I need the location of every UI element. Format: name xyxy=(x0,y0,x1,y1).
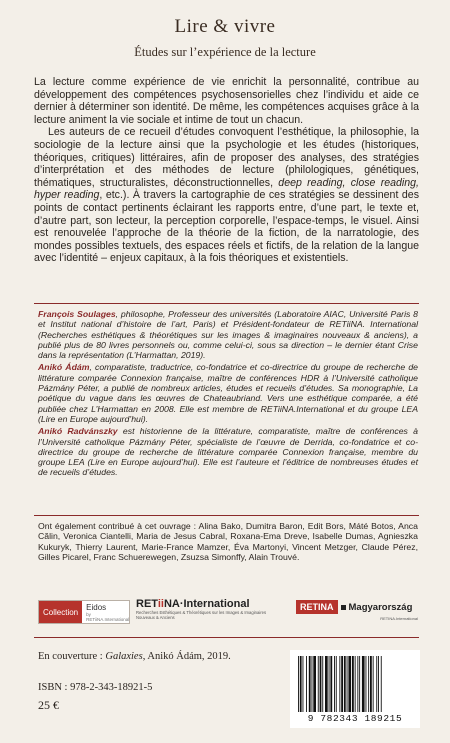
magyar-sub: RETINA.International xyxy=(380,616,418,621)
magyar-tag: RETINA xyxy=(296,600,338,614)
summary-italic-terms: deep reading, close reading, hyper reading xyxy=(34,176,419,202)
barcode-digits: 9 782343 189215 xyxy=(307,713,403,724)
bio-item xyxy=(38,309,418,360)
summary-text xyxy=(34,76,419,265)
collection-sub: by RETiiNA.International xyxy=(86,611,130,622)
divider-top xyxy=(34,303,419,304)
summary-paragraph-2 xyxy=(34,126,419,265)
price: 25 € xyxy=(38,698,59,712)
retina-ii: ii xyxy=(157,598,164,610)
retina-wordmark xyxy=(136,598,286,610)
magyar-text: Magyarország xyxy=(348,601,413,613)
barcode-bars-icon xyxy=(298,656,412,712)
divider-bottom xyxy=(34,637,419,638)
retina-suffix: NA·International xyxy=(163,598,250,610)
bio-name: Anikó Ádám xyxy=(38,362,90,373)
collection-label: Collection xyxy=(39,601,82,623)
bio-name: Anikó Radvánszky xyxy=(38,426,118,437)
contributors-list: Ont également contribué à cet ouvrage : Alina Bako, Dumitra Baron, Edit Bors, Máté Botos, Anca Călin, Veronica Ciantelli, Maria de Jesus Cabral, Roxana-Ema Dreve, Isabelle Dumas, Agnieszka Kukuryk, Thierry Laurent, Marie-France Mamzer, Éva Martonyi, Vincent Metzger, Claude Pérez, Gilles Picarel, Franc Schuerewegen, Zsuzsa Simonffy, Alain Trouvé. xyxy=(38,521,418,562)
cover-credit xyxy=(38,651,231,662)
book-title: Lire & vivre xyxy=(174,16,276,37)
divider-middle xyxy=(34,515,419,516)
retina-international-logo xyxy=(136,598,286,626)
summary-text-part: Les auteurs de ce recueil d’études convoquent l’esthétique, la philosophie, la sociologie de la lecture ainsi que la psychologie et les études (historiques, théoriques, critiques) littéraires, afin de proposer des analyses, des stratégies d’interprétation et des méthodes de lecture (philologiques, génétiques, thématiques, structuralistes, déconstructionnelles, xyxy=(34,126,419,189)
retina-prefix: RET xyxy=(136,598,158,610)
book-subtitle: Études sur l’expérience de la lecture xyxy=(134,45,316,59)
collection-name-block xyxy=(82,601,129,623)
bio-text: , comparatiste, traductrice, co-fondatrice et co-directrice du groupe de recherche de littérature comparée Connexion française, maître de conférences HDR à l’Université catholique Pázmány Péter, a publié de nombreux articles, études et recueils d’études. Sa monographie, La poétique du vague dans les œuvres de Chateaubriand. Vers une esthétique comparée, a été publiée chez L’Harmattan en 2008. Elle est membre de RETiiNA.International et du groupe LEA (Lire en Europe aujourd’hui). xyxy=(38,362,418,424)
bio-item xyxy=(38,426,418,477)
cover-suffix: , Anikó Ádám, 2019. xyxy=(142,651,231,662)
magyar-dot-icon xyxy=(341,605,346,610)
cover-title: Galaxies xyxy=(105,651,143,662)
retina-magyarorszag-logo xyxy=(296,600,418,624)
barcode xyxy=(290,650,420,728)
author-bios xyxy=(38,309,418,480)
bio-text: , philosophe, Professeur des universités (Laboratoire AIAC, Université Paris 8 et Institut national d’histoire de l’art, Paris) et Président-fondateur de RETiiNA. International (Recherches esthétiques & théorétiques sur les images & imaginaires nouveaux & anciens), a publié plus de 80 livres personnels ou, comme celui-ci, sous sa direction – le dernier étant Crise dans la représentation (L’Harmattan, 2019). xyxy=(38,309,418,361)
bio-item xyxy=(38,362,418,424)
bio-text: est historienne de la littérature, comparatiste, maître de conférences à l’Université catholique Pázmány Péter, spécialiste de l’œuvre de Derrida, co-fondatrice et co-directrice du groupe de recherche de littérature comparée Connexion française, membre du groupe LEA (Lire en Europe aujourd’hui). Elle est l’auteure et l’éditrice de nombreuses études et de recueils d’études. xyxy=(38,426,418,478)
summary-text-part: , etc.). À travers la cartographie de ces stratégies se dessinent des points de contact pertinents éclairant les rapports entre, d’une part, le texte et, d’autre part, son lecteur, la perception corporelle, l’espace-temps, le visuel. Ainsi est renouvelée l’approche de la théorie de la fiction, de la narratologie, des mondes possibles textuels, des espaces réels et fictifs, de la relation de la langue avec l’identité – enjeux capitaux, à la fois théoriques et existentiels. xyxy=(34,189,419,265)
publisher-logos xyxy=(38,596,418,628)
retina-subtitle: Recherches Esthétiques & Théorétiques sur les Images & Imaginaires Nouveaux & Anciens xyxy=(136,610,267,620)
bio-name: François Soulages xyxy=(38,309,116,319)
collection-eidos-logo xyxy=(38,600,130,624)
cover-prefix: En couverture : xyxy=(38,651,106,662)
summary-paragraph-1: La lecture comme expérience de vie enrichit la personnalité, contribue au développement des compétences psychosensorielles chez l’individu et aide ce dernier à déterminer son identité. De même, les compétences acquises grâce à la lecture animent la vie sociale et intime de tout un chacun. xyxy=(34,76,419,126)
collection-name: Eidos xyxy=(86,602,107,612)
isbn: ISBN : 978-2-343-18921-5 xyxy=(38,682,153,693)
magyar-row xyxy=(296,600,418,614)
